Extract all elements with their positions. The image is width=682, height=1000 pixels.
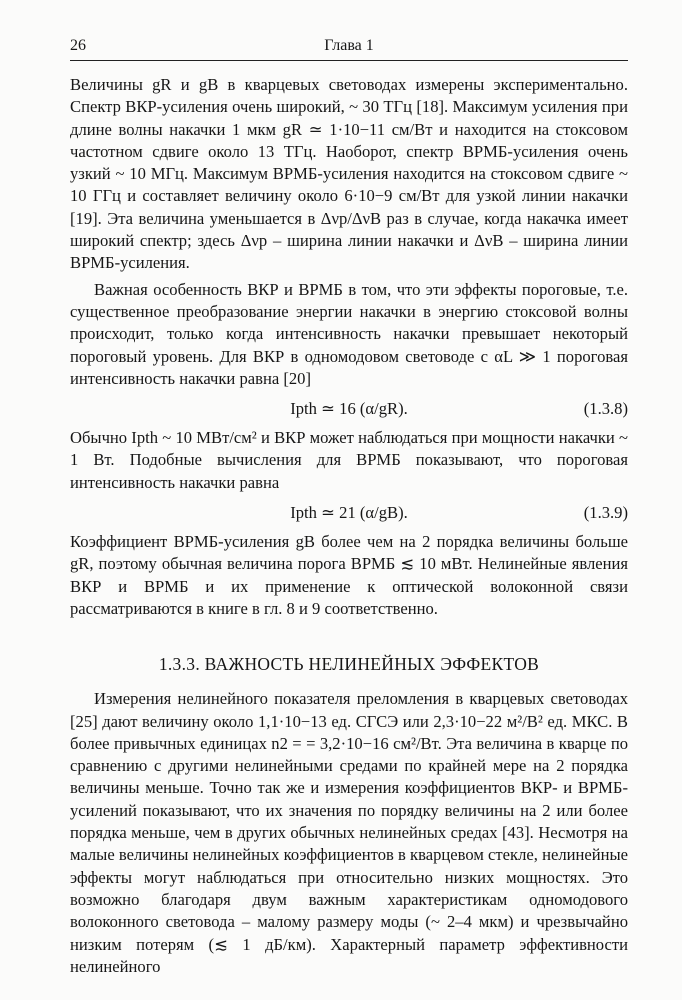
body-text (70, 74, 628, 978)
equation-number: (1.3.8) (583, 399, 628, 419)
paragraph-nonlinear-index: Измерения нелинейного показателя преломления в кварцевых световодах [25] дают величину около 1,1·10−13 ед. СГСЭ или 2,3·10−22 м²/В² ед. МКС. В более привычных единицах n2 = = 3,2·10−16 см²/Вт. Эта величина в кварце по сравнению с другими нелинейными средами по крайней мере на 2 порядка величины меньше. Точно так же и измерения коэффициентов ВКР- и ВРМБ-усилений показывают, что их значения по порядку величины на 2 или более порядка меньше, чем в других обычных нелинейных средах [43]. Несмотря на малые величины нелинейных коэффициентов в кварцевом стекле, нелинейные эффекты могут наблюдаться при относительно низких мощностях. Это возможно благодаря двум важным характеристикам одномодового волоконного световода – малому размеру моды (~ 2–4 мкм) и чрезвычайно низким потерям (≲ 1 дБ/км). Характерный параметр эффективности нелинейного (70, 689, 628, 976)
equation-formula: Ipth ≃ 21 (α/gB). (290, 503, 408, 523)
equation-formula: Ipth ≃ 16 (α/gR). (290, 399, 408, 419)
equation-1-3-9 (70, 499, 628, 526)
paragraph-threshold: Важная особенность ВКР и ВРМБ в том, что эти эффекты пороговые, т.е. существенное преобразование энергии накачки в энергию стоксовой волны происходит, только когда интенсивность накачки превышает некоторый пороговый уровень. Для ВКР в одномодовом световоде с αL ≫ 1 пороговая интенсивность накачки равна [20] (70, 279, 628, 388)
page-number: 26 (70, 37, 86, 54)
paragraph-gain-values: Величины gR и gB в кварцевых световодах измерены экспериментально. Спектр ВКР-усиления очень широкий, ~ 30 ТГц [18]. Максимум усиления при длине волны накачки 1 мкм gR ≃ 1·10−11 см/Вт и находится на стоксовом частотном сдвиге около 13 ТГц. Наоборот, спектр ВРМБ-усиления очень узкий ~ 10 МГц. Максимум ВРМБ-усиления находится на стоксовом сдвиге ~ 10 ГГц и составляет величину около 6·10−9 см/Вт для узкой линии накачки [19]. Эта величина уменьшается в Δνp/ΔνB раз в случае, когда накачка имеет широкий спектр; здесь Δνp – ширина линии накачки и ΔνB – ширина линии ВРМБ-усиления. (70, 75, 628, 273)
section-heading: 1.3.3. ВАЖНОСТЬ НЕЛИНЕЙНЫХ ЭФФЕКТОВ (158, 654, 540, 675)
paragraph-brillouin-gain: Коэффициент ВРМБ-усиления gB более чем на 2 порядка величины больше gR, поэтому обычная величина порога ВРМБ ≲ 10 мВт. Нелинейные явления ВКР и ВРМБ и их применение к оптической волоконной связи рассматриваются в книге в гл. 8 и 9 соответственно. (70, 532, 628, 618)
equation-number: (1.3.9) (583, 503, 628, 523)
running-head (70, 36, 628, 61)
equation-1-3-8 (70, 395, 628, 422)
chapter-title: Глава 1 (324, 37, 374, 54)
paragraph-threshold-srs: Обычно Ipth ~ 10 МВт/см² и ВКР может наблюдаться при мощности накачки ~ 1 Вт. Подобные вычисления для ВРМБ показывают, что пороговая интенсивность накачки равна (70, 428, 628, 492)
